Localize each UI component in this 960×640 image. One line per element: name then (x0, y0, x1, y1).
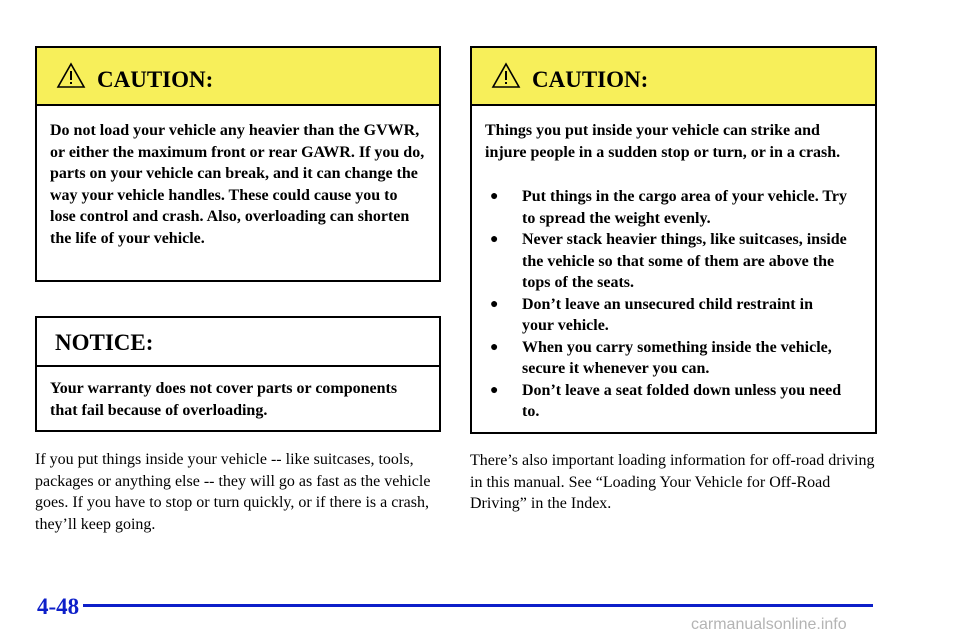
footer-rule (83, 604, 873, 607)
notice-title: NOTICE: (55, 330, 154, 355)
caution-header-right (472, 48, 875, 106)
left-paragraph: If you put things inside your vehicle -- like suitcases, tools, packages or anything else -- they will go as fast as the vehicle goes. If you have to stop or turn quickly, or if there is a crash, they’ll keep going. (35, 451, 431, 533)
bullet-dot-icon: ● (490, 382, 499, 398)
bullet-dot-icon: ● (490, 232, 499, 247)
caution-title-left: CAUTION: (97, 67, 214, 92)
caution-intro-right: Things you put inside your vehicle can strike and injure people in a sudden stop or turn, or in a crash. (485, 122, 841, 161)
caution-box-left (35, 46, 441, 282)
bullet-dot-icon: ● (490, 296, 499, 312)
warning-triangle-icon (491, 62, 521, 89)
notice-body: Your warranty does not cover parts or components that fail because of overloading. (50, 380, 398, 419)
list-item: ● When you carry something inside the vehicle, secure it whenever you can. (490, 338, 832, 377)
caution-box-right (470, 46, 877, 434)
notice-box (35, 316, 441, 432)
list-item: ● Don’t leave a seat folded down unless you need to. (490, 381, 842, 420)
list-item: ● Don’t leave an unsecured child restraint in your vehicle. (490, 295, 813, 334)
caution-title-right: CAUTION: (532, 67, 649, 92)
page-number: 4-48 (37, 594, 80, 619)
right-paragraph: There’s also important loading information for off-road driving in this manual. See “Loading Your Vehicle for Off-Road Driving” in the Index. (470, 452, 875, 512)
caution-bullet-list (488, 186, 848, 423)
bullet-dot-icon: ● (490, 339, 499, 355)
caution-header-left (37, 48, 439, 106)
warning-triangle-icon (56, 62, 86, 89)
watermark: carmanualsonline.info (691, 616, 847, 633)
list-item: ● Put things in the cargo area of your vehicle. Try to spread the weight evenly. (490, 188, 848, 227)
notice-header (37, 318, 439, 367)
caution-body-left: Do not load your vehicle any heavier than the GVWR, or either the maximum front or rear GAWR. If you do, parts on your vehicle can break, and it can change the way your vehicle handles. These could cause you to lose control and crash. Also, overloading can shorten the life of your vehicle. (50, 122, 425, 247)
bullet-dot-icon: ● (490, 189, 499, 204)
list-item: ● Never stack heavier things, like suitcases, inside the vehicle so that some of them are above the tops of the seats. (490, 231, 847, 291)
